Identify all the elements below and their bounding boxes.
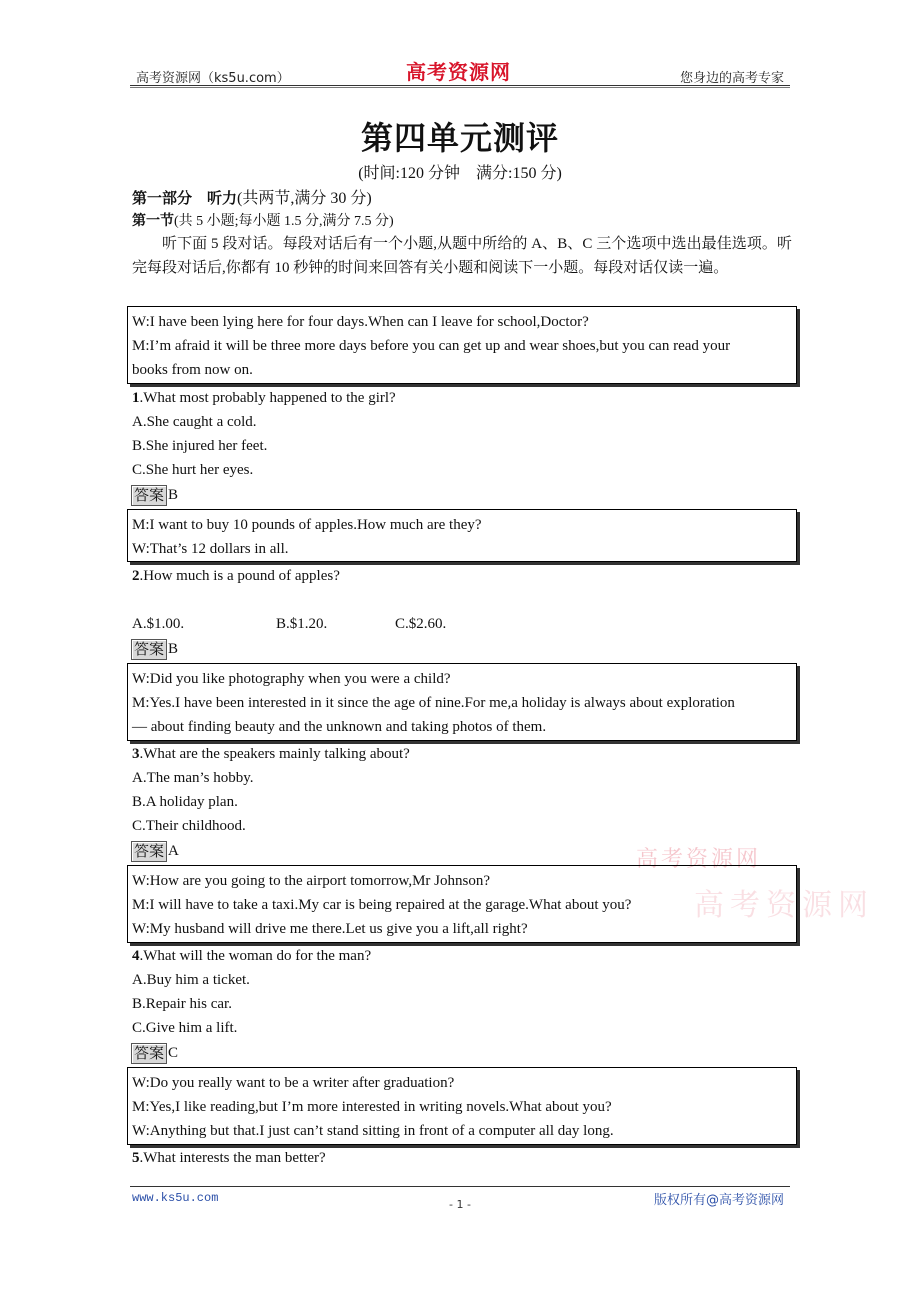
- answer-row-1: [131, 484, 178, 506]
- answer-badge: 答案: [131, 841, 167, 862]
- question-number: 5: [132, 1150, 140, 1166]
- options-row-2: [132, 612, 532, 636]
- part-label: 第一部分 听力: [132, 189, 238, 207]
- question-1: [132, 386, 396, 410]
- answer-row-3: [131, 840, 179, 862]
- option-b: B.She injured her feet.: [132, 438, 268, 454]
- dialogue-box-5: [127, 1067, 797, 1145]
- question-text: .What interests the man better?: [139, 1150, 326, 1166]
- header-divider: [130, 85, 790, 88]
- question-number: 4: [132, 948, 140, 964]
- answer-value: A: [168, 843, 179, 859]
- dialogue-line: M:Yes.I have been interested in it since the age of nine.For me,a holiday is always about exploration: [132, 695, 735, 711]
- option-b: B.$1.20.: [276, 616, 328, 632]
- question-4: [132, 944, 371, 968]
- dialogue-line: M:I’m afraid it will be three more days before you can get up and wear shoes,but you can read your: [132, 338, 731, 354]
- option-a: A.Buy him a ticket.: [132, 972, 250, 988]
- dialogue-box-3: [127, 663, 797, 741]
- page-header: [130, 56, 790, 88]
- section-label: 第一节: [132, 213, 174, 229]
- answer-value: B: [168, 487, 179, 503]
- header-logo: 高考资源网: [406, 60, 511, 84]
- option-a: A.$1.00.: [132, 616, 185, 632]
- option-a: A.She caught a cold.: [132, 414, 257, 430]
- page-number: - 1 -: [449, 1198, 471, 1211]
- dialogue-box-4: [127, 865, 797, 943]
- question-5: [132, 1146, 326, 1170]
- header-slogan: 您身边的高考专家: [679, 71, 784, 86]
- option-c: C.She hurt her eyes.: [132, 462, 254, 478]
- section-heading: [132, 210, 394, 230]
- dialogue-line: W:Anything but that.I just can’t stand sitting in front of a computer all day long.: [132, 1123, 614, 1139]
- footer-copyright-link[interactable]: 版权所有@高考资源网: [653, 1193, 784, 1208]
- dialogue-line: W:Did you like photography when you were a child?: [132, 671, 451, 687]
- dialogue-box-1: [127, 306, 797, 384]
- question-number: 3: [132, 746, 140, 762]
- dialogue-line: W:I have been lying here for four days.When can I leave for school,Doctor?: [132, 314, 589, 330]
- dialogue-line: books from now on.: [132, 362, 253, 378]
- answer-row-2: [131, 638, 178, 660]
- option-c: C.$2.60.: [395, 616, 447, 632]
- dialogue-line: — about finding beauty and the unknown and taking photos of them.: [132, 719, 547, 735]
- dialogue-line: W:That’s 12 dollars in all.: [132, 541, 289, 557]
- dialogue-line: W:Do you really want to be a writer after graduation?: [132, 1075, 455, 1091]
- section-detail: (共 5 小题;每小题 1.5 分,满分 7.5 分): [174, 214, 394, 229]
- page-title: 第四单元测评: [360, 119, 559, 157]
- answer-badge: 答案: [131, 1043, 167, 1064]
- dialogue-line: W:My husband will drive me there.Let us give you a lift,all right?: [132, 921, 528, 937]
- instructions: 听下面 5 段对话。每段对话后有一个小题,从题中所给的 A、B、C 三个选项中选出最佳选项。听完每段对话后,你都有 10 秒钟的时间来回答有关小题和阅读下一小题。每段对话仅读一遍。: [132, 236, 792, 276]
- question-2: [132, 564, 340, 588]
- watermark-top: 高考资源网: [636, 847, 762, 872]
- watermark-bottom: 高考资源网: [694, 888, 874, 923]
- footer-site-link[interactable]: www.ks5u.com: [132, 1191, 219, 1205]
- dialogue-line: W:How are you going to the airport tomorrow,Mr Johnson?: [132, 873, 490, 889]
- option-c: C.Their childhood.: [132, 818, 246, 834]
- answer-badge: 答案: [131, 485, 167, 506]
- option-b: B.Repair his car.: [132, 996, 232, 1012]
- question-3: [132, 742, 410, 766]
- dialogue-line: M:I will have to take a taxi.My car is being repaired at the garage.What about you?: [132, 897, 632, 913]
- question-number: 2: [132, 568, 140, 584]
- answer-value: B: [168, 641, 179, 657]
- option-b: B.A holiday plan.: [132, 794, 238, 810]
- part-heading: [132, 185, 372, 208]
- question-text: .What will the woman do for the man?: [139, 948, 372, 964]
- option-a: A.The man’s hobby.: [132, 770, 254, 786]
- question-text: .How much is a pound of apples?: [139, 568, 340, 584]
- answer-row-4: [131, 1042, 178, 1064]
- footer-divider: [130, 1186, 790, 1187]
- header-site-name: 高考资源网（ks5u.com）: [136, 71, 290, 86]
- dialogue-line: M:Yes,I like reading,but I’m more interested in writing novels.What about you?: [132, 1099, 612, 1115]
- page-subtitle: (时间:120 分钟 满分:150 分): [358, 165, 562, 182]
- question-text: .What are the speakers mainly talking about?: [139, 746, 410, 762]
- part-detail: (共两节,满分 30 分): [237, 190, 372, 207]
- answer-value: C: [168, 1045, 179, 1061]
- question-text: .What most probably happened to the girl?: [139, 390, 396, 406]
- question-number: 1: [132, 390, 140, 406]
- dialogue-line: M:I want to buy 10 pounds of apples.How much are they?: [132, 517, 482, 533]
- dialogue-box-2: [127, 509, 797, 562]
- option-c: C.Give him a lift.: [132, 1020, 238, 1036]
- answer-badge: 答案: [131, 639, 167, 660]
